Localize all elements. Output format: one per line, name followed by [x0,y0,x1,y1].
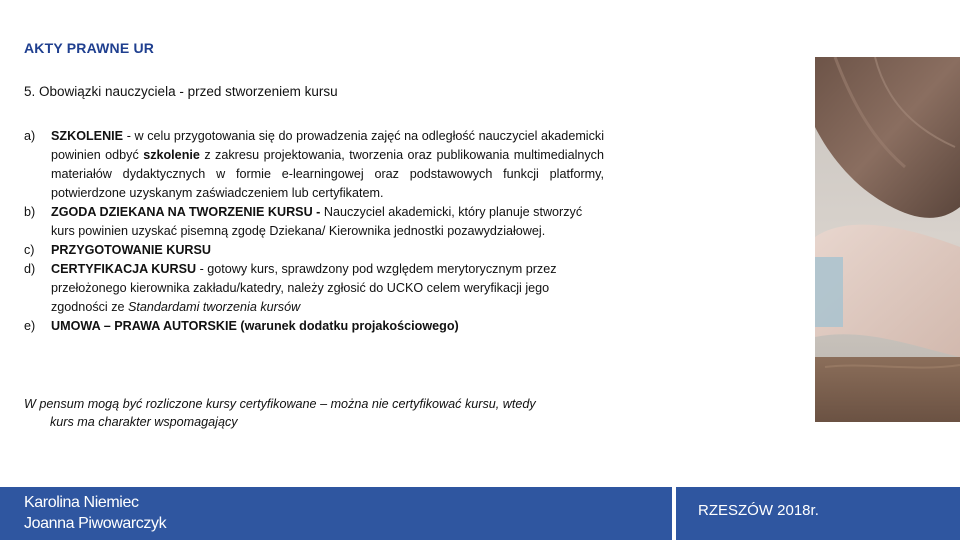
list-item-text [51,203,604,241]
item-text-cont: z zakresu projektowania, tworzenia oraz publikowania multimedialnych materiałów dydaktycznych w formie e-learningowej oraz podstawowych funkcji platformy, potwierdzone uzyskanym zaświadczeniem lub certyfikatem. [51,148,604,200]
item-text: - w celu przygotowania się do prowadzenia zajęć na odległość nauczyciel akademicki powinien odbyć [51,129,604,162]
item-italic: Standardami tworzenia kursów [128,300,301,314]
list-marker: e) [24,319,36,333]
item-emphasis: szkolenie [143,148,200,162]
list-marker: d) [24,262,36,276]
list-item-text [51,241,604,260]
list-item [24,260,604,317]
item-heading: PRZYGOTOWANIE KURSU [51,243,211,257]
list-marker: a) [24,129,36,143]
slide-title: AKTY PRAWNE UR [24,40,155,56]
pensum-note [24,395,614,431]
list-item-text [51,260,604,317]
slide-subtitle: 5. Obowiązki nauczyciela - przed stworzeniem kursu [24,84,338,99]
list-item [24,317,604,336]
list-item [24,203,604,241]
item-text: Nauczyciel akademicki, który planuje stworzyć kurs powinien uzyskać pisemną zgodę Dziekana/ Kierownika jednostki pozawydziałowej. [51,205,583,238]
decorative-photo [815,57,960,422]
item-heading: SZKOLENIE [51,129,124,143]
list-item-text [51,127,604,203]
item-text: - gotowy kurs, sprawdzony pod względem merytorycznym przez przełożonego kierownika zakładu/katedry, należy zgłosić do UCKO celem weryfikacji jego zgodności ze [51,262,557,314]
note-line-1: W pensum mogą być rozliczone kursy certyfikowane – można nie certyfikować kursu, wtedy [24,397,536,411]
author-name-2: Joanna Piwowarczyk [24,515,167,532]
list-marker: c) [24,243,35,257]
item-heading: ZGODA DZIEKANA NA TWORZENIE KURSU - [51,205,321,219]
list-item-text [51,317,604,336]
list-marker: b) [24,205,36,219]
item-heading: CERTYFIKACJA KURSU [51,262,197,276]
duties-list [24,127,604,336]
item-heading: UMOWA – PRAWA AUTORSKIE (warunek dodatku projakościowego) [51,319,459,333]
footer-city-year: RZESZÓW 2018r. [698,502,819,519]
list-item [24,127,604,203]
note-line-2: kurs ma charakter wspomagający [50,415,238,429]
list-item [24,241,604,260]
author-name-1: Karolina Niemiec [24,494,139,511]
